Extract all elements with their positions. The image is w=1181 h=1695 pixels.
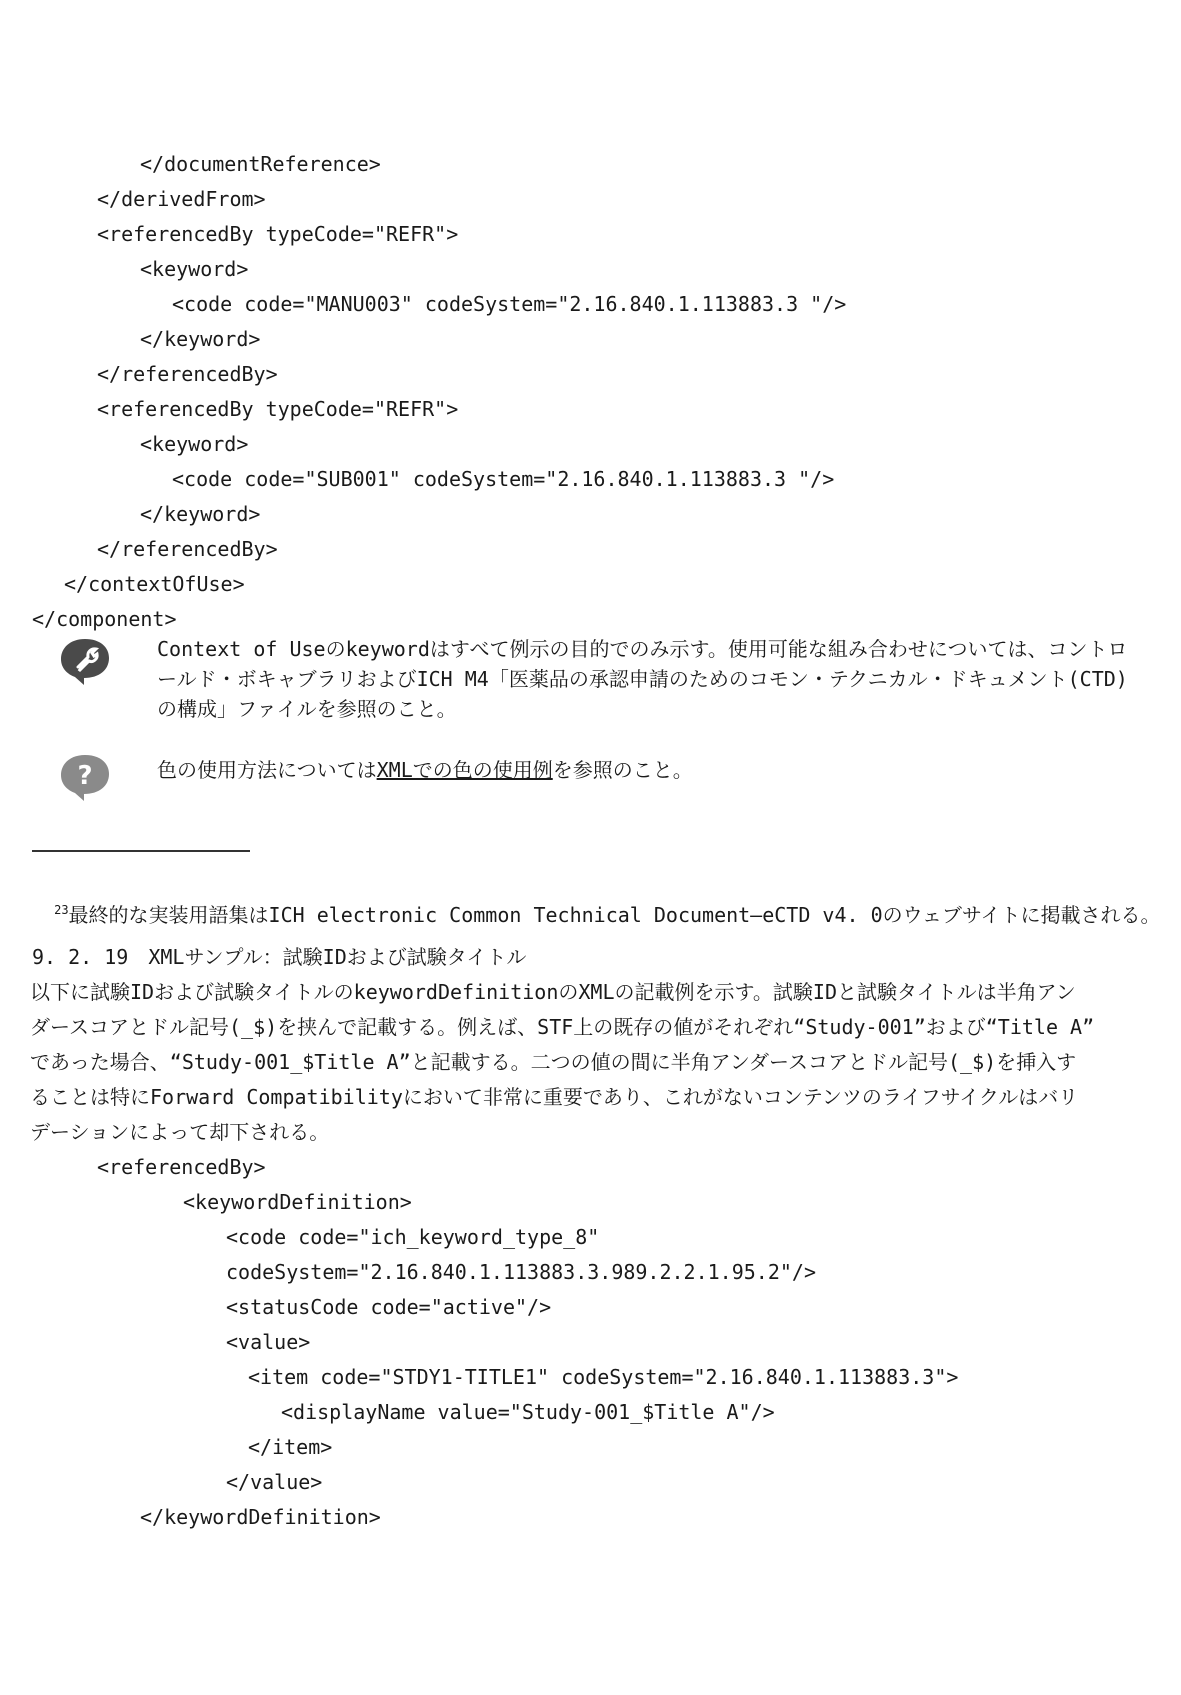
footnote-number: 23 xyxy=(54,903,69,917)
section-heading: 9. 2. 19 XMLサンプル：試験IDおよび試験タイトル xyxy=(32,945,527,969)
code-line: <code code="SUB001" codeSystem="2.16.840.1.113883.3 "/> xyxy=(172,467,835,491)
code-line: </referencedBy> xyxy=(97,362,278,386)
svg-text:?: ? xyxy=(77,761,93,791)
code-line: </contextOfUse> xyxy=(64,572,245,596)
code-line: <keyword> xyxy=(140,257,249,281)
paragraph-line: 以下に試験IDおよび試験タイトルのkeywordDefinitionのXMLの記載例を示す。試験IDと試験タイトルは半角アン xyxy=(30,980,1076,1004)
footnote-divider xyxy=(32,850,250,852)
note-color-text-after: を参照のこと。 xyxy=(552,758,693,782)
wrench-speech-bubble-icon xyxy=(58,636,112,686)
code-line: <value> xyxy=(226,1330,311,1354)
code-line: </value> xyxy=(226,1470,323,1494)
code-line: <statusCode code="active"/> xyxy=(226,1295,552,1319)
code-line: </item> xyxy=(248,1435,333,1459)
code-line: <referencedBy typeCode="REFR"> xyxy=(97,222,459,246)
note-color-text-before: 色の使用方法については xyxy=(157,758,377,782)
code-line: <code code="ich_keyword_type_8" xyxy=(226,1225,600,1249)
code-line: <keyword> xyxy=(140,432,249,456)
code-line: </documentReference> xyxy=(140,152,381,176)
footnote-text: 最終的な実装用語集はICH electronic Common Technical Document—eCTD v4. 0のウェブサイトに掲載される。 xyxy=(68,903,1161,927)
question-speech-bubble-icon xyxy=(58,752,112,802)
paragraph-line: デーションによって却下される。 xyxy=(30,1120,330,1144)
code-line: </keywordDefinition> xyxy=(140,1505,381,1529)
paragraph-line: ることは特にForward Compatibilityにおいて非常に重要であり、これがないコンテンツのライフサイクルはバリ xyxy=(30,1085,1079,1109)
footnote xyxy=(30,874,1160,927)
code-line: codeSystem="2.16.840.1.113883.3.989.2.2.1.95.2"/> xyxy=(226,1260,817,1284)
paragraph-line: であった場合、“Study-001_$Title A”と記載する。二つの値の間に半角アンダースコアとドル記号(_$)を挿入す xyxy=(30,1050,1077,1074)
code-line: </keyword> xyxy=(140,327,261,351)
code-line: </derivedFrom> xyxy=(97,187,266,211)
code-line: </component> xyxy=(32,607,177,631)
code-line: <code code="MANU003" codeSystem="2.16.840.1.113883.3 "/> xyxy=(172,292,847,316)
paragraph-line: ダースコアとドル記号(_$)を挟んで記載する。例えば、STF上の既存の値がそれぞれ“Study-001”および“Title A” xyxy=(30,1015,1095,1039)
code-line: <referencedBy typeCode="REFR"> xyxy=(97,397,459,421)
code-line: <referencedBy> xyxy=(97,1155,266,1179)
code-line: <item code="STDY1-TITLE1" codeSystem="2.16.840.1.113883.3"> xyxy=(248,1365,959,1389)
note-controlled-vocabulary: Context of Useのkeywordはすべて例示の目的でのみ示す。使用可能な組み合わせについては、コントロールド・ボキャブラリおよびICH M4「医薬品の承認申請のためのコモン・テクニカル・ドキュメント(CTD)の構成」ファイルを参照のこと。 xyxy=(157,637,1128,721)
code-line: <keywordDefinition> xyxy=(183,1190,412,1214)
xml-color-example-link[interactable]: XMLでの色の使用例 xyxy=(376,758,553,782)
note-color-usage xyxy=(157,755,693,785)
code-line: </referencedBy> xyxy=(97,537,278,561)
code-line: <displayName value="Study-001_$Title A"/> xyxy=(281,1400,775,1424)
code-line: </keyword> xyxy=(140,502,261,526)
